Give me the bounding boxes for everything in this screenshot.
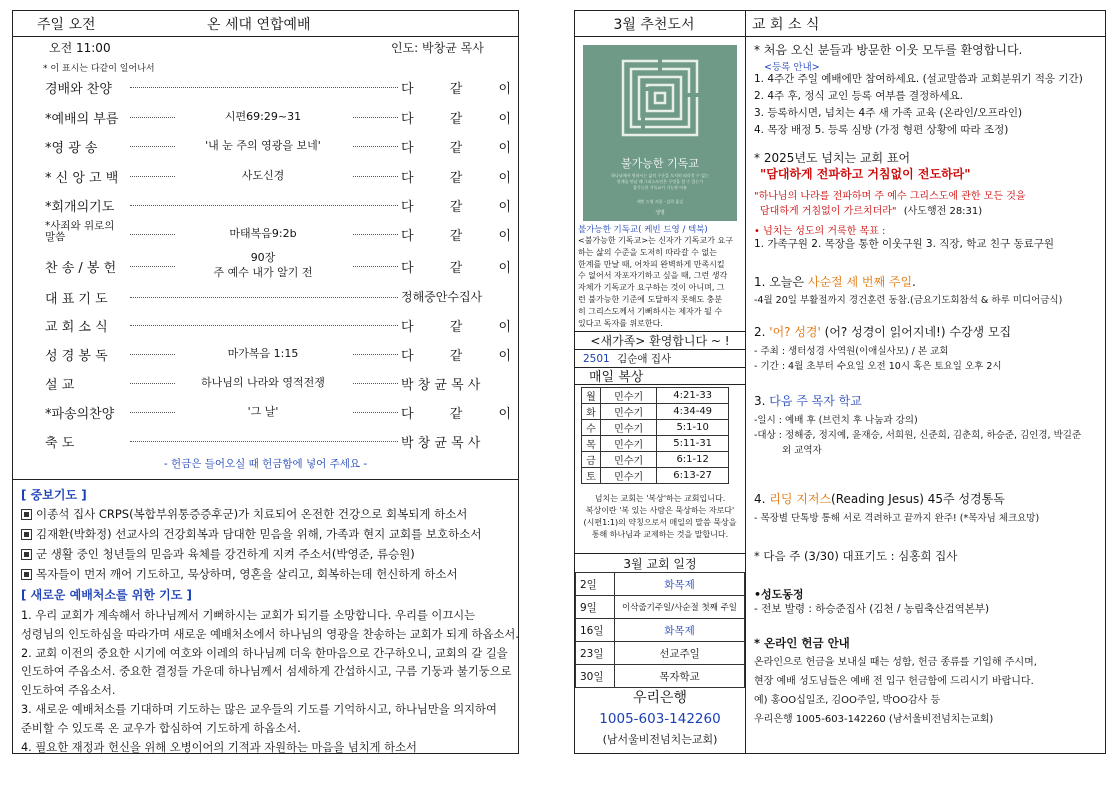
books-header	[575, 11, 745, 37]
worship-order-detail-2: 주 예수 내가 알기 전	[213, 266, 313, 279]
daily-reading-row	[582, 452, 729, 468]
schedule-row	[576, 573, 745, 596]
goal-line: 1. 가족구원 2. 목장을 통한 이웃구원 3. 직장, 학교 친구 동료구원	[754, 238, 1055, 250]
leader-char: 같	[449, 349, 463, 364]
schedule-day: 30일	[576, 665, 615, 688]
daily-ref: 4:34-49	[657, 404, 729, 420]
leader-dots	[353, 354, 398, 355]
daily-book: 민수기	[601, 436, 657, 452]
leader-char: 이	[498, 200, 511, 215]
leader-char: 이	[498, 407, 511, 422]
online-title: * 온라인 헌금 안내	[754, 636, 850, 650]
book-description-line: 수 없어서 자포자기하고 싶을 때, 그런 생각	[578, 271, 728, 281]
leader-char: 같	[449, 229, 463, 244]
leader-char: 같	[449, 141, 463, 156]
prayer-item	[21, 544, 481, 564]
worship-order-name: 설 교	[45, 378, 75, 393]
prayer-item	[21, 504, 481, 524]
worship-order-name: 축 도	[45, 436, 75, 451]
daily-ref: 6:13-27	[657, 468, 729, 484]
news-2-details	[754, 344, 1002, 374]
worship-leader: 인도: 박창균 목사	[391, 41, 484, 55]
leader-dots	[353, 234, 398, 235]
checkbox-icon	[21, 509, 32, 520]
schedule-row	[576, 619, 745, 642]
daily-day: 금	[582, 452, 601, 468]
leader-char: 같	[449, 200, 463, 215]
registration-line: 1. 4주간 주일 예배에만 참여하세요. (설교말씀과 교회분위기 적응 기간)	[754, 73, 1083, 85]
leader-char: 같	[449, 261, 463, 276]
new-place-title: [ 새로운 예배처소를 위한 기도 ]	[21, 588, 192, 602]
book-caption: 불가능한 기독교( 케빈 드영 / 텍북)	[578, 225, 708, 235]
news-3	[754, 393, 862, 410]
worship-order-leader	[401, 225, 511, 244]
book-description	[578, 235, 744, 329]
leader-dots	[353, 383, 398, 384]
new-place-line: 1. 우리 교회가 계속해서 하나님께서 기뻐하시는 교회가 되기를 소망합니다. 우리를 이끄시는	[21, 609, 476, 622]
worship-order-leader	[401, 403, 511, 422]
news-3-prefix: 3.	[754, 394, 770, 408]
leader-dots	[130, 205, 398, 206]
daily-reading-row	[582, 468, 729, 484]
worship-order-detail: 사도신경	[241, 169, 285, 182]
leader-char: 이	[498, 82, 511, 97]
leader-char: 같	[449, 112, 463, 127]
worship-order-leader: 박 창 균 목 사	[401, 436, 481, 451]
worship-header-left: 주일 오전	[37, 16, 96, 33]
worship-order-name: *파송의찬양	[45, 407, 115, 422]
motto-ref: (사도행전 28:31)	[903, 206, 983, 217]
worship-order-leader	[401, 108, 511, 127]
schedule-day: 23일	[576, 642, 615, 665]
prayer-item	[21, 524, 481, 544]
motto-main: "담대하게 전파하고 거침없이 전도하라"	[760, 167, 971, 181]
daily-description-line: (시편1:1)의 약칭으로서 매일의 말씀 묵상을	[583, 518, 737, 527]
leader-char: 이	[498, 171, 511, 186]
news-4-suffix: (Reading Jesus) 45주 성경통독	[831, 492, 1005, 506]
leader-char: 다	[401, 200, 414, 215]
book-description-line: 한계를 만날 때, 어차피 완벽하게 만족시킬	[578, 259, 725, 269]
daily-book: 민수기	[601, 420, 657, 436]
registration-title: <등록 안내>	[764, 62, 820, 73]
online-line: 예) 홍OO십일조, 김OO주일, 박OO감사 등	[754, 695, 941, 706]
leader-dots	[130, 176, 175, 177]
news-2-line: - 기간 : 4월 초부터 수요일 오전 10시 혹은 토요일 오후 2시	[754, 361, 1002, 372]
newfamily-title: <새가족> 환영합니다 ~ !	[590, 334, 730, 348]
registration-lines	[754, 71, 1083, 139]
online-line: 우리은행 1005-603-142260 (남서울비전넘치는교회)	[754, 714, 994, 725]
worship-order-name: *영 광 송	[45, 141, 98, 156]
news-4-detail: - 목장별 단톡방 통해 서로 격려하고 끝까지 완주! (*목자님 체크요망)	[754, 513, 1040, 524]
daily-book: 민수기	[601, 404, 657, 420]
prayer-text: 이종석 집사 CRPS(복합부위통증증후군)가 치료되어 온전한 건강으로 회복되게 하소서	[36, 507, 468, 521]
worship-order-name: 성 경 봉 독	[45, 349, 108, 364]
new-place-lines	[21, 607, 519, 757]
schedule-table	[575, 572, 745, 688]
book-cover-publisher: 생명	[655, 210, 665, 216]
daily-book: 민수기	[601, 468, 657, 484]
leader-dots	[353, 266, 398, 267]
online-line: 온라인으로 헌금을 보내실 때는 성함, 헌금 종류를 기입해 주시며,	[754, 657, 1037, 668]
leader-char: 다	[401, 229, 414, 244]
news-2	[754, 324, 1011, 341]
schedule-event: 선교주일	[615, 642, 745, 665]
worship-order-leader: 정해중안수집사	[401, 290, 483, 304]
daily-description	[575, 493, 745, 541]
leader-char: 다	[401, 82, 414, 97]
online-lines	[754, 653, 1037, 729]
book-cover-title: 불가능한 기독교	[621, 157, 699, 170]
news-4-highlight: 리딩 지저스	[769, 492, 832, 506]
schedule-day: 2일	[576, 573, 615, 596]
leader-dots	[353, 117, 398, 118]
newfamily-row	[583, 351, 671, 366]
prayer-title: [ 중보기도 ]	[21, 488, 87, 502]
leader-char: 같	[449, 407, 463, 422]
new-place-line: 2. 교회 이전의 중요한 시기에 여호와 이레의 하나님께 더욱 한마음으로 간구하오니, 교회의 갈 길을	[21, 646, 508, 660]
worship-order-name: *사죄와 위로의 말씀	[45, 220, 115, 243]
news-1	[754, 274, 916, 291]
worship-order-leader	[401, 257, 511, 276]
worship-order-name: 교 회 소 식	[45, 320, 108, 335]
news-3-details	[754, 413, 1104, 458]
bank-name: 우리은행	[632, 690, 688, 706]
prayer-list	[21, 504, 481, 584]
prayer-text: 군 생활 중인 청년들의 믿음과 육체를 강건하게 지켜 주소서(박영준, 류승원)	[36, 547, 415, 561]
book-description-line: 있다고 독자를 위로한다.	[578, 318, 663, 328]
news-3-line: -대상 : 정해중, 정지예, 윤재승, 서희원, 신준희, 김춘희, 하승준, 김인경, 박길준	[754, 430, 1082, 441]
new-place-line: 인도하여 주옵소서.	[21, 684, 116, 698]
leader-char: 이	[498, 261, 511, 276]
leader-dots	[130, 354, 175, 355]
worship-order-detail: 90장	[250, 251, 276, 264]
books-panel	[574, 10, 746, 754]
offering-note: - 헌금은 들어오실 때 헌금함에 넣어 주세요 -	[163, 458, 368, 470]
online-line: 현장 예배 성도님들은 예배 전 입구 헌금함에 드리시기 바랍니다.	[754, 676, 1034, 687]
book-description-line: <불가능한 기독교>는 신자가 기독교가 요구	[578, 236, 733, 245]
leader-dots	[130, 146, 175, 147]
news-1-highlight: 사순절 세 번째 주일	[807, 275, 913, 289]
leader-dots	[130, 87, 398, 88]
saints-line: - 전보 발령 : 하승준집사 (김천 / 농림축산검역본부)	[754, 603, 990, 615]
maze-icon	[583, 45, 737, 155]
new-place-line: 성령님의 인도하심을 따라가며 새로운 예배처소에서 하나님의 영광을 찬송하는 교회가 되게 하옵소서.	[21, 627, 519, 641]
prayer-item	[21, 564, 481, 584]
book-description-line: 하는 삶의 수준을 도저히 따라갈 수 없는	[578, 247, 717, 257]
leader-dots	[130, 412, 175, 413]
worship-order-leader	[401, 167, 511, 186]
worship-order-leader	[401, 316, 511, 335]
motto-title: * 2025년도 넘치는 교회 표어	[754, 151, 911, 165]
worship-order-leader	[401, 345, 511, 364]
book-description-line: 히 그리스도께서 기뻐하시는 제자가 될 수	[578, 306, 723, 316]
bank-holder: (남서울비전넘치는교회)	[602, 733, 718, 746]
book-cover	[583, 45, 737, 221]
new-place-line: 3. 새로운 예배처소를 기대하며 기도하는 많은 교우들의 기도를 기억하시고, 하나님만을 의지하여	[21, 702, 497, 716]
news-3-line: -일시 : 예배 후 (브런치 후 나눔과 강의)	[754, 415, 918, 426]
worship-header	[13, 11, 518, 37]
leader-dots	[130, 266, 175, 267]
worship-order-leader	[401, 137, 511, 156]
worship-order-name: *회개의기도	[45, 200, 115, 215]
leader-char: 이	[498, 112, 511, 127]
welcome-line: * 처음 오신 분들과 방문한 이웃 모두를 환영합니다.	[754, 43, 1023, 57]
checkbox-icon	[21, 529, 32, 540]
book-cover-lines	[593, 173, 727, 191]
schedule-event: 화목제	[615, 619, 745, 642]
worship-order-detail: '그 날'	[247, 405, 279, 418]
book-cover-line: 하나님께서 원하시는 삶의 수준을 도저히 따라갈 수 없는	[611, 173, 709, 178]
worship-header-center: 온 세대 연합예배	[207, 16, 311, 33]
leader-char: 다	[401, 407, 414, 422]
daily-day: 목	[582, 436, 601, 452]
news-3-line: 외 교역자	[782, 445, 822, 456]
leader-char: 다	[401, 349, 414, 364]
worship-order-detail: 마태복음9:2b	[229, 227, 297, 240]
news-1-detail: -4월 20일 부활절까지 경건훈련 동참.(금요기도회참석 & 하루 미디어금식)	[754, 295, 1063, 306]
leader-dots	[130, 117, 175, 118]
new-place-line: 4. 필요한 재정과 헌신을 위해 오병이어의 기적과 자원하는 마음을 넘치게 하소서	[21, 740, 417, 754]
daily-reading-row	[582, 420, 729, 436]
worship-order-leader	[401, 196, 511, 215]
leader-dots	[130, 325, 398, 326]
registration-line: 2. 4주 후, 정식 교인 등록 여부를 결정하세요.	[754, 90, 964, 102]
book-cover-author: 케빈 드영 지음 · 김희 옮김	[636, 199, 684, 204]
leader-char: 이	[498, 349, 511, 364]
worship-order-name: 대 표 기 도	[45, 292, 108, 307]
news-panel	[745, 10, 1106, 754]
leader-char: 다	[401, 320, 414, 335]
leader-char: 다	[401, 171, 414, 186]
new-place-line: 인도하여 주옵소서. 중요한 결정들 가운데 하나님께서 섬세하게 간섭하시고, 구름 기둥과 불기둥으로	[21, 665, 512, 679]
daily-ref: 6:1-12	[657, 452, 729, 468]
daily-title: 매일 복상	[589, 370, 644, 385]
worship-order-leader	[401, 78, 511, 97]
worship-order-name: * 신 앙 고 백	[45, 171, 119, 186]
daily-description-line: 통해 하나님과 교제하는 것을 말합니다.	[591, 530, 729, 539]
schedule-event: 화목제	[615, 573, 745, 596]
schedule-row	[576, 596, 745, 619]
prayer-text: 김재환(박화정) 선교사의 건강회복과 담대한 믿음을 위해, 가족과 현지 교회를 보호하소서	[36, 527, 482, 541]
daily-reading-table	[581, 387, 729, 484]
goal-title: • 넘치는 성도의 거룩한 목표 :	[754, 226, 886, 237]
standing-note: * 이 표시는 다같이 일어나서	[43, 64, 155, 74]
news-4	[754, 491, 1005, 508]
leader-char: 같	[449, 171, 463, 186]
prayer-text: 목자들이 먼저 깨어 기도하고, 묵상하며, 영혼을 살리고, 회복하는데 헌신하게 하소서	[36, 567, 458, 581]
book-description-line: 자체가 기독교가 요구하는 것이 아니며, 그	[578, 283, 725, 293]
daily-day: 월	[582, 388, 601, 404]
daily-day: 토	[582, 468, 601, 484]
worship-order-leader: 박 창 균 목 사	[401, 378, 481, 393]
bank-account: 1005-603-142260	[599, 711, 721, 727]
leader-dots	[130, 383, 175, 384]
new-place-line: 준비할 수 있도록 온 교우가 합심하여 기도하게 하옵소서.	[21, 721, 301, 735]
newfamily-number: 2501	[583, 353, 610, 365]
leader-char: 다	[401, 141, 414, 156]
leader-char: 같	[449, 320, 463, 335]
book-description-line: 런 불가능한 기준에 도달하지 못해도 충분	[578, 294, 723, 304]
motto-sub2-row	[760, 202, 982, 217]
schedule-event: 목자학교	[615, 665, 745, 688]
leader-dots	[130, 441, 398, 442]
saints-title: •성도동정	[754, 588, 804, 601]
leader-dots	[130, 234, 175, 235]
news-2-suffix: (어? 성경이 읽어지네!) 수강생 모집	[820, 325, 1012, 339]
news-2-highlight: '어? 성경'	[769, 325, 821, 339]
news-1-prefix: 1. 오늘은	[754, 275, 808, 289]
leader-char: 다	[401, 112, 414, 127]
news-1-suffix: .	[912, 275, 916, 289]
news-3-highlight: 다음 주 목자 학교	[769, 394, 862, 408]
worship-order-name: 경배와 찬양	[45, 82, 112, 97]
worship-order-detail: 시편69:29~31	[224, 110, 302, 123]
daily-reading-row	[582, 436, 729, 452]
worship-time: 오전 11:00	[49, 41, 111, 55]
worship-order-detail: 하나님의 나라와 영적전쟁	[201, 376, 325, 389]
leader-char: 이	[498, 141, 511, 156]
news-2-prefix: 2.	[754, 325, 770, 339]
registration-line: 4. 목장 배정 5. 등록 심방 (가정 형편 상황에 따라 조정)	[754, 124, 1009, 136]
leader-char: 같	[449, 82, 463, 97]
news-header-title: 교 회 소 식	[752, 16, 820, 33]
daily-description-line: 넘치는 교회는 '복상'하는 교회입니다.	[594, 494, 726, 503]
daily-day: 수	[582, 420, 601, 436]
news-header	[746, 11, 1105, 37]
schedule-day: 9일	[576, 596, 615, 619]
daily-book: 민수기	[601, 388, 657, 404]
schedule-day: 16일	[576, 619, 615, 642]
leader-dots	[353, 146, 398, 147]
daily-day: 화	[582, 404, 601, 420]
leader-dots	[130, 297, 398, 298]
daily-reading-row	[582, 404, 729, 420]
leader-char: 다	[401, 261, 414, 276]
leader-char: 이	[498, 229, 511, 244]
schedule-row	[576, 642, 745, 665]
daily-reading-row	[582, 388, 729, 404]
motto-sub1: "하나님의 나라를 전파하며 주 예수 그리스도에 관한 모든 것을	[754, 191, 1026, 202]
daily-book: 민수기	[601, 452, 657, 468]
checkbox-icon	[21, 569, 32, 580]
books-header-title: 3월 추천도서	[613, 16, 695, 33]
worship-order-detail: '내 눈 주의 영광을 보네'	[205, 139, 321, 152]
worship-order-name: 찬 송 / 봉 헌	[45, 261, 117, 276]
daily-description-line: 복상이란 '복 있는 사람은 묵상하는 자로다'	[585, 506, 735, 515]
leader-dots	[353, 176, 398, 177]
news-2-line: - 주최 : 생터성경 사역원(이애실사모) / 본 교회	[754, 346, 949, 357]
leader-char: 이	[498, 320, 511, 335]
schedule-title: 3월 교회 일정	[623, 557, 697, 571]
daily-ref: 5:1-10	[657, 420, 729, 436]
book-cover-line: 불가능한 기독교가 가능한 이유	[632, 185, 688, 190]
worship-panel	[12, 10, 519, 754]
daily-ref: 5:11-31	[657, 436, 729, 452]
schedule-event: 이삭줍기주일/사순절 첫째 주일	[615, 596, 745, 619]
news-4-prefix: 4.	[754, 492, 770, 506]
motto-sub2: 담대하게 거침없이 가르치더라"	[760, 206, 897, 217]
newfamily-name: 김순애 집사	[617, 353, 672, 365]
checkbox-icon	[21, 549, 32, 560]
worship-order-name: *예배의 부름	[45, 112, 119, 127]
daily-ref: 4:21-33	[657, 388, 729, 404]
schedule-row	[576, 665, 745, 688]
registration-line: 3. 등록하시면, 넘치는 4주 새 가족 교육 (온라인/오프라인)	[754, 107, 1023, 119]
worship-order-detail: 마가복음 1:15	[227, 347, 299, 360]
next-prayer: * 다음 주 (3/30) 대표기도 : 심홍희 집사	[754, 549, 958, 563]
leader-dots	[353, 412, 398, 413]
book-cover-line: 한계를 만날 때 그리스도인은 무엇을 할 수 있는가	[616, 179, 704, 184]
